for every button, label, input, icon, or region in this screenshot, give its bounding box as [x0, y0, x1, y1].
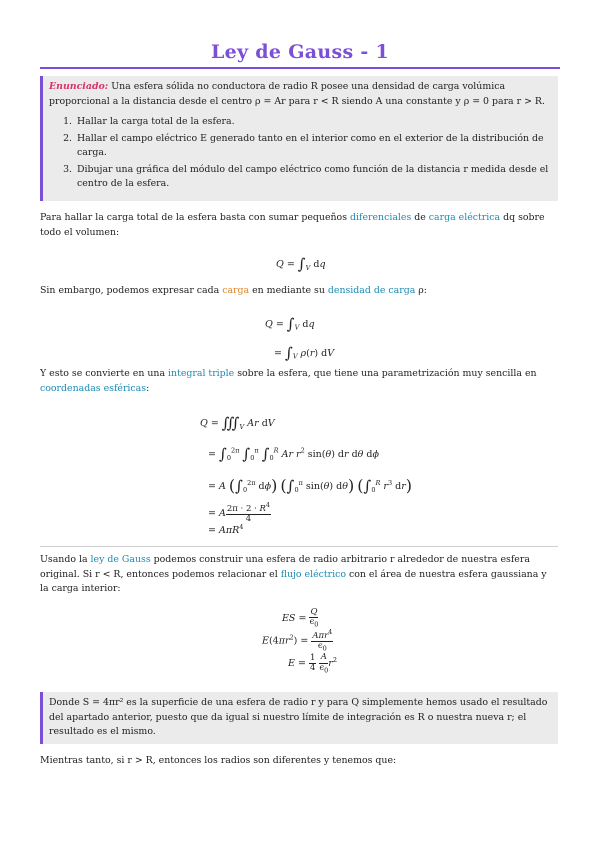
section-divider [40, 546, 558, 547]
link-carga[interactable]: carga [222, 285, 250, 296]
paragraph-gauss [40, 553, 558, 597]
paragraph-density [40, 284, 558, 299]
text: Sin embargo, podemos expresar cada [40, 285, 223, 296]
text: dq sobre todo el volumen: [40, 212, 545, 238]
statement-text: Una esfera sólida no conductora de radio R posee una densidad de carga volúmica proporcional a la distancia desde el centro ρ = Ar para r < R siendo A una constante y ρ = 0 para r > R. [49, 81, 545, 107]
paragraph-triple-integral [40, 367, 558, 396]
statement-box [40, 76, 558, 201]
text: : [146, 382, 150, 394]
link-ley-de-gauss[interactable]: ley de Gauss [90, 554, 151, 565]
title-underline [40, 67, 560, 69]
link-densidad-de-carga[interactable]: densidad de carga [327, 285, 416, 296]
link-coordenadas-esfericas[interactable]: coordenadas esféricas [40, 382, 147, 394]
text: de [411, 212, 429, 223]
text: Para hallar la carga total de la esfera basta con sumar pequeños [40, 212, 350, 223]
text: ρ: [415, 285, 427, 296]
task-item: 3. Dibujar una gráfica del módulo del campo eléctrico como función de la distancia r medida desde el centro de la esfera. [75, 163, 550, 192]
link-diferenciales[interactable]: diferenciales [349, 212, 412, 223]
text: Y esto se convierte en una [40, 368, 169, 379]
equation-density-integral: $Q = \int_V$ dq = $\int_V$ ρ(r) dV [265, 315, 335, 362]
link-flujo-electrico[interactable]: flujo eléctrico [280, 568, 347, 580]
text: podemos construir una esfera de radio arbitrario r alrededor de nuestra esfera original. Si r < R, entonces podemos relacionar el [40, 554, 530, 580]
task-item: 2. Hallar el campo eléctrico E generado tanto en el interior como en el exterior de la distribución de carga. [75, 132, 550, 161]
task-list [49, 115, 550, 192]
text: Usando la [40, 554, 91, 565]
paragraph-total-charge [40, 211, 558, 240]
note-box [40, 692, 558, 744]
paragraph-outside: Mientras tanto, si r > R, entonces los radios son diferentes y tenemos que: [40, 755, 397, 766]
equation-charge-integral: $Q = \int_V$ dq [276, 255, 326, 273]
statement-paragraph [49, 80, 550, 109]
link-integral-triple[interactable]: integral triple [168, 368, 235, 379]
text: sobre la esfera, que tiene una parametrización muy sencilla en [234, 368, 537, 379]
note-text: Donde S = 4πr² es la superficie de una esfera de radio r y para Q simplemente hemos usado el resultado del apartado anterior, puesto que da igual si nuestro límite de integración es R o nuestra nueva r; el resultado es el mismo. [49, 697, 548, 738]
text: en mediante su [249, 285, 328, 296]
page-title: Ley de Gauss - 1 [211, 41, 389, 63]
equation-spherical: $Q = ∭_V$ Ar dV = $\int_0^{2\pi}$ $\int_0^\pi$ $\int_0^R$ Ar $r^2$ sin(θ) dr dθ dϕ = A ($\int_0^{2\pi}$ dϕ) ($\int_0^\pi$ sin(θ) dθ) ($\int_0^R$ $r^3$ dr) = A $\frac{2\pi \cdot 2 \cdot R^4}{4}$ = AπR$^4$ [200, 414, 412, 536]
equation-gauss-field: ES = $\frac{Q}{\epsilon_0}$ $E(4\pi r^2)$ = $\frac{A\pi r^4}{\epsilon_0}$ E = $\frac{1}{4}$ $\frac{A}{\epsilon_0}$ $r^2$ [262, 607, 337, 675]
text: con el área de nuestra esfera gaussiana y la carga interior: [40, 568, 547, 595]
task-item: 1. Hallar la carga total de la esfera. [75, 115, 550, 130]
statement-label: Enunciado: [49, 81, 109, 92]
link-carga-electrica[interactable]: carga eléctrica [428, 212, 501, 223]
